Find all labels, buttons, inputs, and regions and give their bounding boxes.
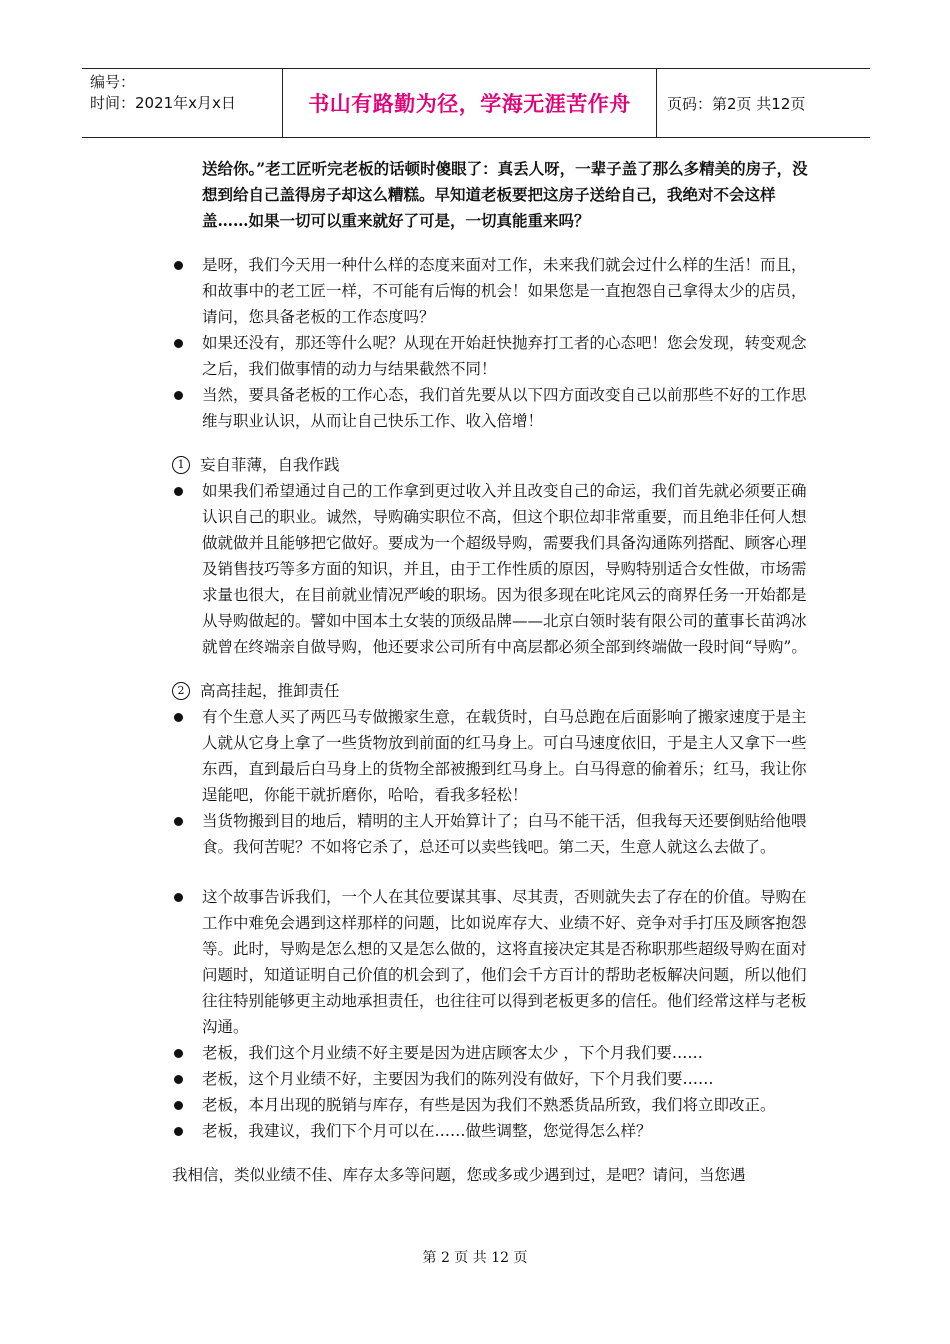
header-motto: 书山有路勤为径，学海无涯苦作舟	[308, 92, 631, 116]
circled-number-icon: 1	[172, 456, 190, 474]
header-page-cell	[657, 69, 870, 137]
bullet-dot-icon	[174, 261, 183, 270]
list-item-text: 是呀，我们今天用一种什么样的态度来面对工作，未来我们就会过什么样的生活！而且，和故事中的老工匠一样，不可能有后悔的机会！如果您是一直抱怨自己拿得太少的店员，请问，您具备老板的工作态度吗？	[202, 256, 807, 326]
bullet-dot-icon	[174, 1049, 183, 1058]
list-item	[172, 252, 812, 330]
list-item	[172, 1040, 812, 1066]
bullet-dot-icon	[174, 1127, 183, 1136]
list-item-text: 老板，我建议，我们下个月可以在……做些调整，您觉得怎么样？	[202, 1122, 652, 1140]
list-item-text: 有个生意人买了两匹马专做搬家生意，在载货时，白马总跑在后面影响了搬家速度于是主人就从它身上拿了一些货物放到前面的红马身上。可白马速度依旧，于是主人又拿下一些东西，直到最后白马身上的货物全部被搬到红马身上。白马得意的偷着乐；红马，我让你逞能吧，你能干就折磨你，哈哈，看我多轻松！	[202, 708, 807, 804]
header-page-label: 页码：第2页 共12页	[667, 94, 806, 113]
header-table	[82, 68, 870, 138]
bullet-list-intro	[172, 252, 812, 434]
list-item-text: 当然，要具备老板的工作心态，我们首先要从以下四方面改变自己以前那些不好的工作思维与职业认识，从而让自己快乐工作、收入倍增！	[202, 386, 807, 430]
header-info-cell	[82, 69, 283, 137]
bullet-dot-icon	[174, 1075, 183, 1084]
list-item-text: 当货物搬到目的地后，精明的主人开始算计了；白马不能干活，但我每天还要倒贴给他喂食。我何苦呢？不如将它杀了，总还可以卖些钱吧。第二天，生意人就这么去做了。	[202, 812, 807, 856]
list-item	[172, 808, 812, 860]
spacer	[172, 860, 812, 884]
bullet-dot-icon	[174, 487, 183, 496]
list-item	[172, 884, 812, 1040]
section-title: 高高挂起，推卸责任	[200, 682, 340, 700]
closing-paragraph: 我相信，类似业绩不佳、库存太多等问题，您或多或少遇到过，是吧？请问，当您遇	[172, 1166, 746, 1184]
list-item	[172, 1066, 812, 1092]
bullet-dot-icon	[174, 713, 183, 722]
intro-paragraph: 送给你。”老工匠听完老板的话顿时傻眼了：真丢人呀，一辈子盖了那么多精美的房子，没想到给自己盖得房子却这么糟糕。早知道老板要把这房子送给自己，我绝对不会这样盖……如果一切可以重来就好了可是，一切真能重来吗？	[202, 159, 808, 230]
doc-number-label: 编号：	[90, 73, 136, 91]
list-item-text: 这个故事告诉我们，一个人在其位要谋其事、尽其责，否则就失去了存在的价值。导购在工作中难免会遇到这样那样的问题，比如说库存大、业绩不好、竞争对手打压及顾客抱怨等。此时，导购是怎么想的又是怎么做的，这将直接决定其是否称职那些超级导购在面对问题时，知道证明自己价值的机会到了，他们会千方百计的帮助老板解决问题，所以他们往往特别能够更主动地承担责任，也往往可以得到老板更多的信任。他们经常这样与老板沟通。	[202, 888, 807, 1036]
page-footer: 第 2 页 共 12 页	[422, 1250, 528, 1266]
list-item-text: 老板，本月出现的脱销与库存，有些是因为我们不熟悉货品所致，我们将立即改正。	[202, 1096, 776, 1114]
list-item	[172, 1118, 812, 1144]
bullet-dot-icon	[174, 893, 183, 902]
list-item	[172, 478, 812, 660]
list-item	[172, 704, 812, 808]
section-title: 妄自菲薄，自我作践	[200, 456, 340, 474]
section-heading-2	[172, 678, 812, 704]
list-item-text: 老板，我们这个月业绩不好主要是因为进店顾客太少 ，下个月我们要……	[202, 1044, 703, 1062]
section-heading-1	[172, 452, 812, 478]
doc-time-label: 时间：2021年x月x日	[90, 94, 236, 112]
bullet-dot-icon	[174, 1101, 183, 1110]
bullet-dot-icon	[174, 391, 183, 400]
list-item-text: 如果我们希望通过自己的工作拿到更过收入并且改变自己的命运，我们首先就必须要正确认识自己的职业。诚然，导购确实职位不高，但这个职位却非常重要，而且绝非任何人想做就做并且能够把它做好。要成为一个超级导购，需要我们具备沟通陈列搭配、顾客心理及销售技巧等多方面的知识，并且，由于工作性质的原因，导购特别适合女性做，市场需求量也很大，在目前就业情况严峻的职场。因为很多现在叱诧风云的商界任务一开始都是从导购做起的。譬如中国本土女装的顶级品牌——北京白领时装有限公司的董事长苗鸿冰就曾在终端亲自做导购，他还要求公司所有中高层都必须全部到终端做一段时间“导购”。	[202, 482, 807, 656]
list-item	[172, 1092, 812, 1118]
header-motto-cell	[283, 69, 657, 137]
bullet-dot-icon	[174, 817, 183, 826]
document-body	[172, 156, 812, 1188]
circled-number-icon: 2	[172, 682, 190, 700]
list-item-text: 如果还没有，那还等什么呢？从现在开始赶快抛弃打工者的心态吧！您会发现，转变观念之后，我们做事情的动力与结果截然不同！	[202, 334, 807, 378]
bullet-dot-icon	[174, 339, 183, 348]
list-item	[172, 330, 812, 382]
list-item-text: 老板，这个月业绩不好，主要因为我们的陈列没有做好，下个月我们要……	[202, 1070, 714, 1088]
list-item	[172, 382, 812, 434]
